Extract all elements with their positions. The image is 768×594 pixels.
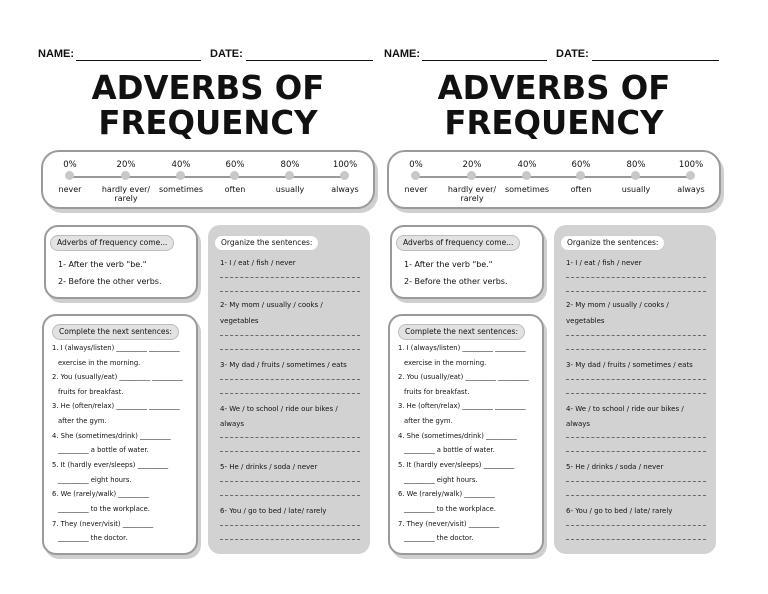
organize-box bbox=[208, 225, 370, 554]
date-line bbox=[592, 60, 719, 61]
answer-line[interactable] bbox=[566, 481, 706, 482]
scale-dot bbox=[65, 171, 74, 180]
complete-heading: Complete the next sentences: bbox=[52, 324, 179, 340]
rule-item: 1- After the verb "be." bbox=[58, 260, 147, 269]
exercise-line[interactable]: 6. We (rarely/walk) _________ bbox=[398, 490, 495, 498]
exercise-line[interactable]: _________ the doctor. bbox=[58, 534, 128, 542]
scale-dot bbox=[631, 171, 640, 180]
scale-dot bbox=[285, 171, 294, 180]
answer-line[interactable] bbox=[220, 539, 360, 540]
exercise-line[interactable]: _________ a bottle of water. bbox=[58, 446, 149, 454]
exercise-line[interactable]: 2. You (usually/eat) _________ _________ bbox=[398, 373, 529, 381]
organize-item: vegetables bbox=[566, 317, 605, 325]
worksheet-left bbox=[38, 0, 384, 594]
complete-box bbox=[42, 314, 198, 555]
scale-dot bbox=[411, 171, 420, 180]
rules-box bbox=[44, 225, 198, 299]
exercise-line[interactable]: _________ eight hours. bbox=[58, 476, 132, 484]
answer-line[interactable] bbox=[220, 495, 360, 496]
scale-dot bbox=[176, 171, 185, 180]
page-title bbox=[387, 70, 720, 140]
exercise-line[interactable]: 4. She (sometimes/drink) _________ bbox=[398, 432, 517, 440]
organize-box bbox=[554, 225, 716, 554]
answer-line[interactable] bbox=[566, 335, 706, 336]
answer-line[interactable] bbox=[566, 495, 706, 496]
organize-item: 5- He / drinks / soda / never bbox=[220, 463, 318, 471]
page-title bbox=[41, 70, 374, 140]
organize-heading: Organize the sentences: bbox=[560, 235, 665, 251]
exercise-line[interactable]: 3. He (often/relax) _________ _________ bbox=[52, 402, 180, 410]
header-row bbox=[384, 47, 726, 63]
organize-item: 2- My mom / usually / cooks / bbox=[220, 301, 323, 309]
exercise-line: fruits for breakfast. bbox=[58, 388, 124, 396]
exercise-line[interactable]: _________ the doctor. bbox=[404, 534, 474, 542]
name-line bbox=[76, 60, 201, 61]
answer-line[interactable] bbox=[566, 393, 706, 394]
name-label: NAME: bbox=[384, 48, 421, 60]
organize-item: 4- We / to school / ride our bikes / bbox=[566, 405, 684, 413]
title-line-2: FREQUENCY bbox=[98, 103, 318, 142]
title-line-2: FREQUENCY bbox=[444, 103, 664, 142]
answer-line[interactable] bbox=[220, 481, 360, 482]
exercise-line[interactable]: 5. It (hardly ever/sleeps) _________ bbox=[398, 461, 515, 469]
scale-dot bbox=[121, 171, 130, 180]
organize-item: 6- You / go to bed / late/ rarely bbox=[566, 507, 673, 515]
answer-line[interactable] bbox=[220, 525, 360, 526]
answer-line[interactable] bbox=[566, 379, 706, 380]
exercise-line: fruits for breakfast. bbox=[404, 388, 470, 396]
scale-dot bbox=[230, 171, 239, 180]
answer-line[interactable] bbox=[566, 437, 706, 438]
organize-item: 1- I / eat / fish / never bbox=[220, 259, 296, 267]
worksheet-right bbox=[384, 0, 730, 594]
exercise-line: exercise in the morning. bbox=[58, 359, 141, 367]
title-line-1: ADVERBS OF bbox=[437, 68, 671, 107]
organize-item: 2- My mom / usually / cooks / bbox=[566, 301, 669, 309]
rule-item: 2- Before the other verbs. bbox=[58, 277, 162, 286]
scale-dot bbox=[340, 171, 349, 180]
scale-track bbox=[412, 176, 692, 178]
answer-line[interactable] bbox=[220, 393, 360, 394]
answer-line[interactable] bbox=[220, 335, 360, 336]
exercise-line[interactable]: 3. He (often/relax) _________ _________ bbox=[398, 402, 526, 410]
answer-line[interactable] bbox=[220, 349, 360, 350]
exercise-line[interactable]: 4. She (sometimes/drink) _________ bbox=[52, 432, 171, 440]
organize-item: 6- You / go to bed / late/ rarely bbox=[220, 507, 327, 515]
exercise-line[interactable]: _________ a bottle of water. bbox=[404, 446, 495, 454]
header-row bbox=[38, 47, 380, 63]
complete-box bbox=[388, 314, 544, 555]
answer-line[interactable] bbox=[220, 291, 360, 292]
exercise-line[interactable]: 7. They (never/visit) _________ bbox=[398, 520, 500, 528]
organize-item: 4- We / to school / ride our bikes / bbox=[220, 405, 338, 413]
answer-line[interactable] bbox=[566, 525, 706, 526]
exercise-line[interactable]: 2. You (usually/eat) _________ _________ bbox=[52, 373, 183, 381]
exercise-line[interactable]: _________ eight hours. bbox=[404, 476, 478, 484]
answer-line[interactable] bbox=[566, 349, 706, 350]
scale-track bbox=[66, 176, 346, 178]
organize-item: 1- I / eat / fish / never bbox=[566, 259, 642, 267]
exercise-line: exercise in the morning. bbox=[404, 359, 487, 367]
name-line bbox=[422, 60, 547, 61]
organize-item: always bbox=[220, 420, 245, 428]
organize-item: 3- My dad / fruits / sometimes / eats bbox=[566, 361, 693, 369]
answer-line[interactable] bbox=[220, 451, 360, 452]
rule-item: 1- After the verb "be." bbox=[404, 260, 493, 269]
answer-line[interactable] bbox=[566, 277, 706, 278]
rules-box bbox=[390, 225, 544, 299]
name-label: NAME: bbox=[38, 48, 75, 60]
scale-dot bbox=[522, 171, 531, 180]
exercise-line[interactable]: 5. It (hardly ever/sleeps) _________ bbox=[52, 461, 169, 469]
scale-dot bbox=[576, 171, 585, 180]
organize-item: 5- He / drinks / soda / never bbox=[566, 463, 664, 471]
answer-line[interactable] bbox=[220, 277, 360, 278]
answer-line[interactable] bbox=[220, 379, 360, 380]
frequency-scale: 0% never 20% hardly ever/ rarely 40% sometimes 60% often 80% usually 100% always bbox=[41, 150, 375, 209]
exercise-line: after the gym. bbox=[58, 417, 107, 425]
frequency-scale: 0% never 20% hardly ever/ rarely 40% sometimes 60% often 80% usually 100% always bbox=[387, 150, 721, 209]
scale-dot bbox=[467, 171, 476, 180]
complete-heading: Complete the next sentences: bbox=[398, 324, 525, 340]
date-label: DATE: bbox=[210, 48, 243, 60]
organize-item: vegetables bbox=[220, 317, 259, 325]
organize-item: always bbox=[566, 420, 591, 428]
exercise-line[interactable]: 6. We (rarely/walk) _________ bbox=[52, 490, 149, 498]
exercise-line[interactable]: _________ to the workplace. bbox=[58, 505, 150, 513]
exercise-line[interactable]: 1. I (always/listen) _________ _________ bbox=[52, 344, 180, 352]
rules-heading: Adverbs of frequency come... bbox=[396, 235, 520, 251]
answer-line[interactable] bbox=[566, 451, 706, 452]
organize-item: 3- My dad / fruits / sometimes / eats bbox=[220, 361, 347, 369]
exercise-line[interactable]: 7. They (never/visit) _________ bbox=[52, 520, 154, 528]
exercise-line[interactable]: _________ to the workplace. bbox=[404, 505, 496, 513]
exercise-line[interactable]: 1. I (always/listen) _________ _________ bbox=[398, 344, 526, 352]
answer-line[interactable] bbox=[220, 437, 360, 438]
organize-heading: Organize the sentences: bbox=[214, 235, 319, 251]
date-label: DATE: bbox=[556, 48, 589, 60]
answer-line[interactable] bbox=[566, 539, 706, 540]
exercise-line: after the gym. bbox=[404, 417, 453, 425]
title-line-1: ADVERBS OF bbox=[91, 68, 325, 107]
rule-item: 2- Before the other verbs. bbox=[404, 277, 508, 286]
scale-dot bbox=[686, 171, 695, 180]
rules-heading: Adverbs of frequency come... bbox=[50, 235, 174, 251]
date-line bbox=[246, 60, 373, 61]
answer-line[interactable] bbox=[566, 291, 706, 292]
